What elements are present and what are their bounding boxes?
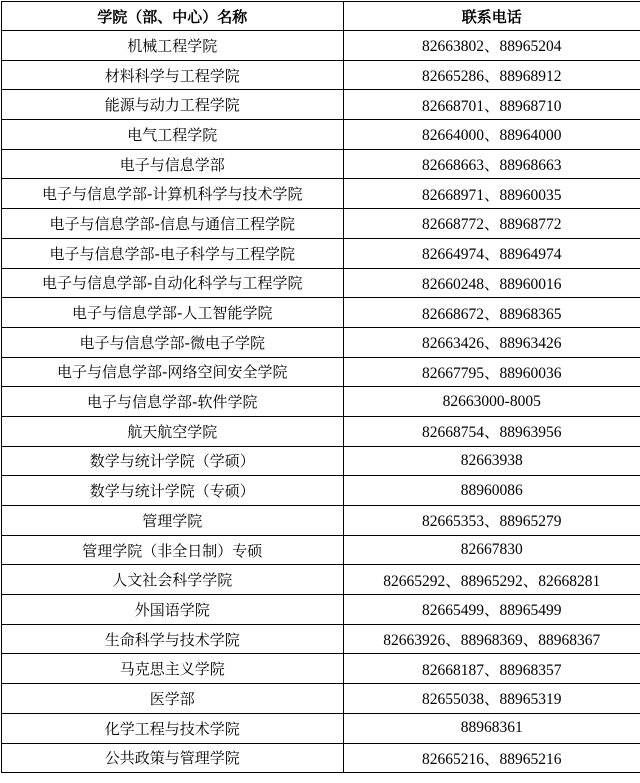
school-name-cell: 数学与统计学院（专硕） <box>2 476 344 506</box>
table-row <box>2 357 640 387</box>
school-name-cell: 电子与信息学部-电子科学与工程学院 <box>2 238 344 268</box>
phone-cell: 82665353、88965279 <box>343 506 640 536</box>
table-body <box>2 31 640 773</box>
phone-cell: 82663802、88965204 <box>343 31 640 61</box>
table-header <box>2 2 640 31</box>
phone-cell: 82668754、88963956 <box>343 416 640 446</box>
table-row <box>2 238 640 268</box>
table-row <box>2 209 640 239</box>
school-name-cell: 电子与信息学部-人工智能学院 <box>2 298 344 328</box>
school-name-cell: 公共政策与管理学院 <box>2 743 344 773</box>
school-name-cell: 外国语学院 <box>2 595 344 625</box>
table-row <box>2 624 640 654</box>
school-name-cell: 化学工程与技术学院 <box>2 713 344 743</box>
phone-cell: 88968361 <box>343 713 640 743</box>
contact-table <box>1 1 640 773</box>
table-row <box>2 179 640 209</box>
table-row <box>2 506 640 536</box>
phone-cell: 82665286、88968912 <box>343 60 640 90</box>
header-row <box>2 2 640 31</box>
phone-cell: 82665292、88965292、82668281 <box>343 565 640 595</box>
phone-cell: 82665499、88965499 <box>343 595 640 625</box>
table-row <box>2 595 640 625</box>
table-row <box>2 90 640 120</box>
phone-cell: 82663926、88968369、88968367 <box>343 624 640 654</box>
table-row <box>2 713 640 743</box>
phone-cell: 82665216、88965216 <box>343 743 640 773</box>
table-row <box>2 743 640 773</box>
table-row <box>2 416 640 446</box>
school-name-cell: 电气工程学院 <box>2 120 344 150</box>
school-name-cell: 航天航空学院 <box>2 416 344 446</box>
table-row <box>2 476 640 506</box>
school-name-cell: 管理学院（非全日制）专硕 <box>2 535 344 565</box>
phone-cell: 82668971、88960035 <box>343 179 640 209</box>
school-name-cell: 能源与动力工程学院 <box>2 90 344 120</box>
phone-cell: 82668701、88968710 <box>343 90 640 120</box>
school-name-cell: 人文社会科学学院 <box>2 565 344 595</box>
phone-cell: 82663938 <box>343 446 640 476</box>
phone-cell: 82664974、88964974 <box>343 238 640 268</box>
school-name-cell: 管理学院 <box>2 506 344 536</box>
table-row <box>2 149 640 179</box>
phone-cell: 82668187、88968357 <box>343 654 640 684</box>
school-name-cell: 电子与信息学部-信息与通信工程学院 <box>2 209 344 239</box>
school-name-cell: 机械工程学院 <box>2 31 344 61</box>
table-row <box>2 565 640 595</box>
school-name-cell: 医学部 <box>2 684 344 714</box>
phone-cell: 82667795、88960036 <box>343 357 640 387</box>
school-name-cell: 电子与信息学部-软件学院 <box>2 387 344 417</box>
school-name-cell: 电子与信息学部-网络空间安全学院 <box>2 357 344 387</box>
table-row <box>2 387 640 417</box>
phone-cell: 82667830 <box>343 535 640 565</box>
table-row <box>2 60 640 90</box>
school-name-cell: 材料科学与工程学院 <box>2 60 344 90</box>
phone-cell: 82663426、88963426 <box>343 327 640 357</box>
phone-cell: 88960086 <box>343 476 640 506</box>
phone-cell: 82660248、88960016 <box>343 268 640 298</box>
school-name-cell: 马克思主义学院 <box>2 654 344 684</box>
phone-cell: 82668772、88968772 <box>343 209 640 239</box>
table-row <box>2 120 640 150</box>
table-row <box>2 535 640 565</box>
column-header-phone: 联系电话 <box>343 2 640 31</box>
table-row <box>2 654 640 684</box>
table-row <box>2 298 640 328</box>
table-row <box>2 31 640 61</box>
table-row <box>2 446 640 476</box>
table-row <box>2 268 640 298</box>
school-name-cell: 电子与信息学部-计算机科学与技术学院 <box>2 179 344 209</box>
phone-cell: 82664000、88964000 <box>343 120 640 150</box>
phone-cell: 82663000-8005 <box>343 387 640 417</box>
school-name-cell: 生命科学与技术学院 <box>2 624 344 654</box>
school-name-cell: 数学与统计学院（学硕） <box>2 446 344 476</box>
table-row <box>2 684 640 714</box>
phone-cell: 82668672、88968365 <box>343 298 640 328</box>
school-name-cell: 电子与信息学部 <box>2 149 344 179</box>
column-header-name: 学院（部、中心）名称 <box>2 2 344 31</box>
phone-cell: 82668663、88968663 <box>343 149 640 179</box>
school-name-cell: 电子与信息学部-自动化科学与工程学院 <box>2 268 344 298</box>
table-row <box>2 327 640 357</box>
phone-cell: 82655038、88965319 <box>343 684 640 714</box>
school-name-cell: 电子与信息学部-微电子学院 <box>2 327 344 357</box>
